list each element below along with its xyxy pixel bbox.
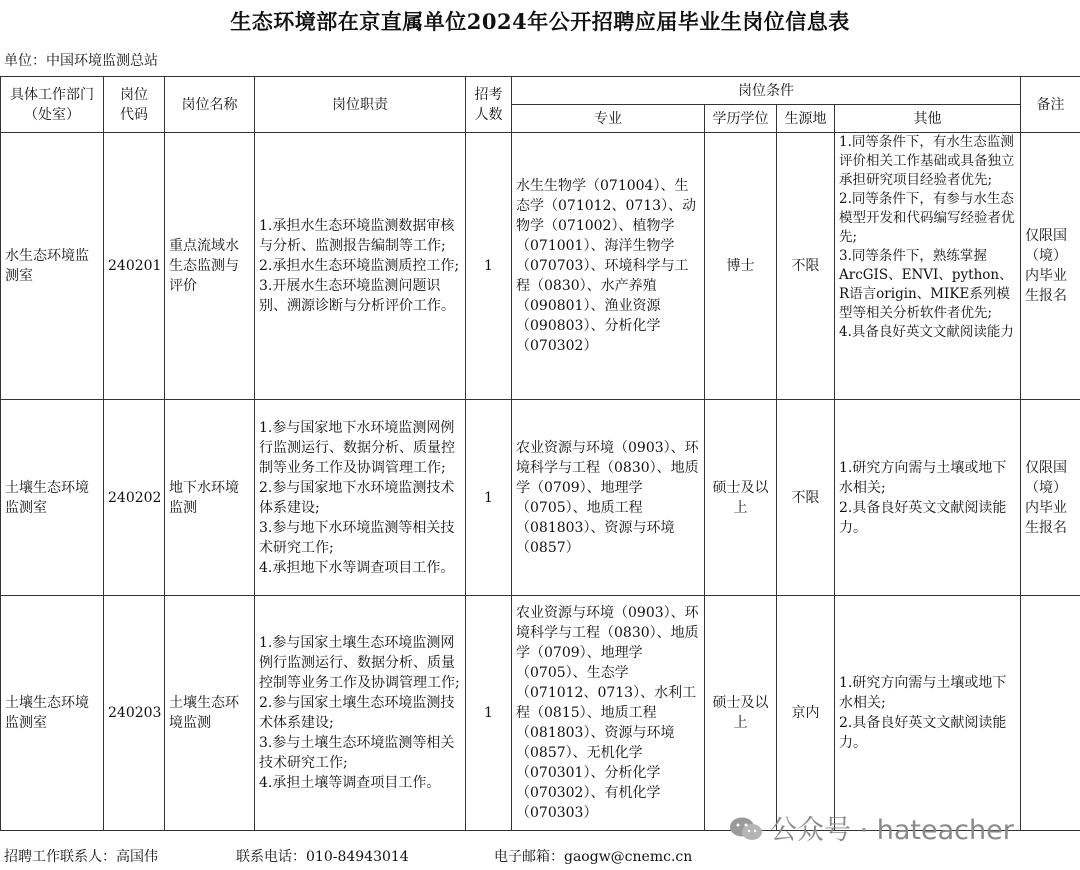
header-code: 岗位 代码 <box>104 77 165 133</box>
cell-other: 1.同等条件下，有水生态监测评价相关工作基础或具备独立承担研究项目经验者优先; 2.同等条件下，有参与水生态模型开发和代码编写经验者优先; 3.同等条件下，熟练掌握ArcGIS、ENVI、python、R语言origin、MIKE系列模型等相关分析软件者优先; 4.具备良好英文文献阅读能力 <box>835 133 1021 400</box>
cell-remark: 仅限国（境）内毕业生报名 <box>1021 400 1080 596</box>
header-remark: 备注 <box>1021 77 1080 133</box>
cell-other: 1.研究方向需与土壤或地下水相关; 2.具备良好英文文献阅读能力。 <box>835 596 1021 831</box>
footer <box>0 844 1080 866</box>
header-count: 招考 人数 <box>466 77 512 133</box>
cell-other: 1.研究方向需与土壤或地下水相关; 2.具备良好英文文献阅读能力。 <box>835 400 1021 596</box>
header-other: 其他 <box>835 105 1021 133</box>
cell-degree: 博士 <box>705 133 777 400</box>
cell-code: 240202 <box>104 400 165 596</box>
cell-count: 1 <box>466 133 512 400</box>
cell-duty: 1.承担水生态环境监测数据审核与分析、监测报告编制等工作; 2.承担水生态环境监测质控工作; 3.开展水生态环境监测问题识别、溯源诊断与分析评价工作。 <box>255 133 466 400</box>
cell-degree: 硕士及以上 <box>705 596 777 831</box>
wechat-icon <box>728 816 764 842</box>
footer-phone: 联系电话：010-84943014 <box>236 849 409 865</box>
cell-origin: 不限 <box>777 400 835 596</box>
cell-name: 地下水环境监测 <box>165 400 255 596</box>
footer-contact: 招聘工作联系人：高国伟 <box>4 849 158 865</box>
cell-origin: 京内 <box>777 596 835 831</box>
cell-origin: 不限 <box>777 133 835 400</box>
cell-major: 水生生物学（071004）、生态学（071012、0713）、动物学（071002）、植物学（071001）、海洋生物学（070703）、环境科学与工程（0830）、水产养殖（090801）、渔业资源（090803）、分析化学（070302） <box>512 133 705 400</box>
cell-code: 240201 <box>104 133 165 400</box>
header-duty: 岗位职责 <box>255 77 466 133</box>
cell-dept: 水生态环境监测室 <box>1 133 104 400</box>
watermark-text: 公众号 · hateacher <box>770 815 1014 846</box>
footer-email: 电子邮箱：gaogw@cnemc.cn <box>494 849 693 865</box>
unit-label: 单位：中国环境监测总站 <box>4 53 158 69</box>
cell-major: 农业资源与环境（0903）、环境科学与工程（0830）、地质学（0709）、地理学（0705）、地质工程（081803）、资源与环境（0857） <box>512 400 705 596</box>
cell-major: 农业资源与环境（0903）、环境科学与工程（0830）、地质学（0709）、地理学（0705）、生态学（071012、0713）、水利工程（0815）、地质工程（081803）、资源与环境（0857）、无机化学（070301）、分析化学（070302）、有机化学（070303） <box>512 596 705 831</box>
cell-duty: 1.参与国家土壤生态环境监测网例行监测运行、数据分析、质量控制等业务工作及协调管理工作; 2.参与国家土壤生态环境监测技术体系建设; 3.参与土壤生态环境监测等相关技术研究工作; 4.承担土壤等调查项目工作。 <box>255 596 466 831</box>
cell-count: 1 <box>466 596 512 831</box>
cell-name: 重点流域水生态监测与评价 <box>165 133 255 400</box>
job-table <box>0 76 1080 831</box>
watermark <box>728 808 1014 847</box>
cell-degree: 硕士及以上 <box>705 400 777 596</box>
header-major: 专业 <box>512 105 705 133</box>
cell-duty: 1.参与国家地下水环境监测网例行监测运行、数据分析、质量控制等业务工作及协调管理工作; 2.参与国家地下水环境监测技术体系建设; 3.参与地下水环境监测等相关技术研究工作; 4.承担地下水等调查项目工作。 <box>255 400 466 596</box>
page-title: 生态环境部在京直属单位2024年公开招聘应届毕业生岗位信息表 <box>230 9 850 34</box>
cell-count: 1 <box>466 400 512 596</box>
cell-name: 土壤生态环境监测 <box>165 596 255 831</box>
cell-dept: 土壤生态环境监测室 <box>1 400 104 596</box>
cell-remark: 仅限国（境）内毕业生报名 <box>1021 133 1080 400</box>
header-name: 岗位名称 <box>165 77 255 133</box>
cell-remark <box>1021 596 1080 831</box>
table-row <box>1 400 1080 596</box>
header-degree: 学历学位 <box>705 105 777 133</box>
cell-code: 240203 <box>104 596 165 831</box>
header-conditions: 岗位条件 <box>512 77 1021 105</box>
table-row <box>1 596 1080 831</box>
cell-dept: 土壤生态环境监测室 <box>1 596 104 831</box>
table-row <box>1 133 1080 400</box>
header-dept: 具体工作部门 （处室） <box>1 77 104 133</box>
header-origin: 生源地 <box>777 105 835 133</box>
